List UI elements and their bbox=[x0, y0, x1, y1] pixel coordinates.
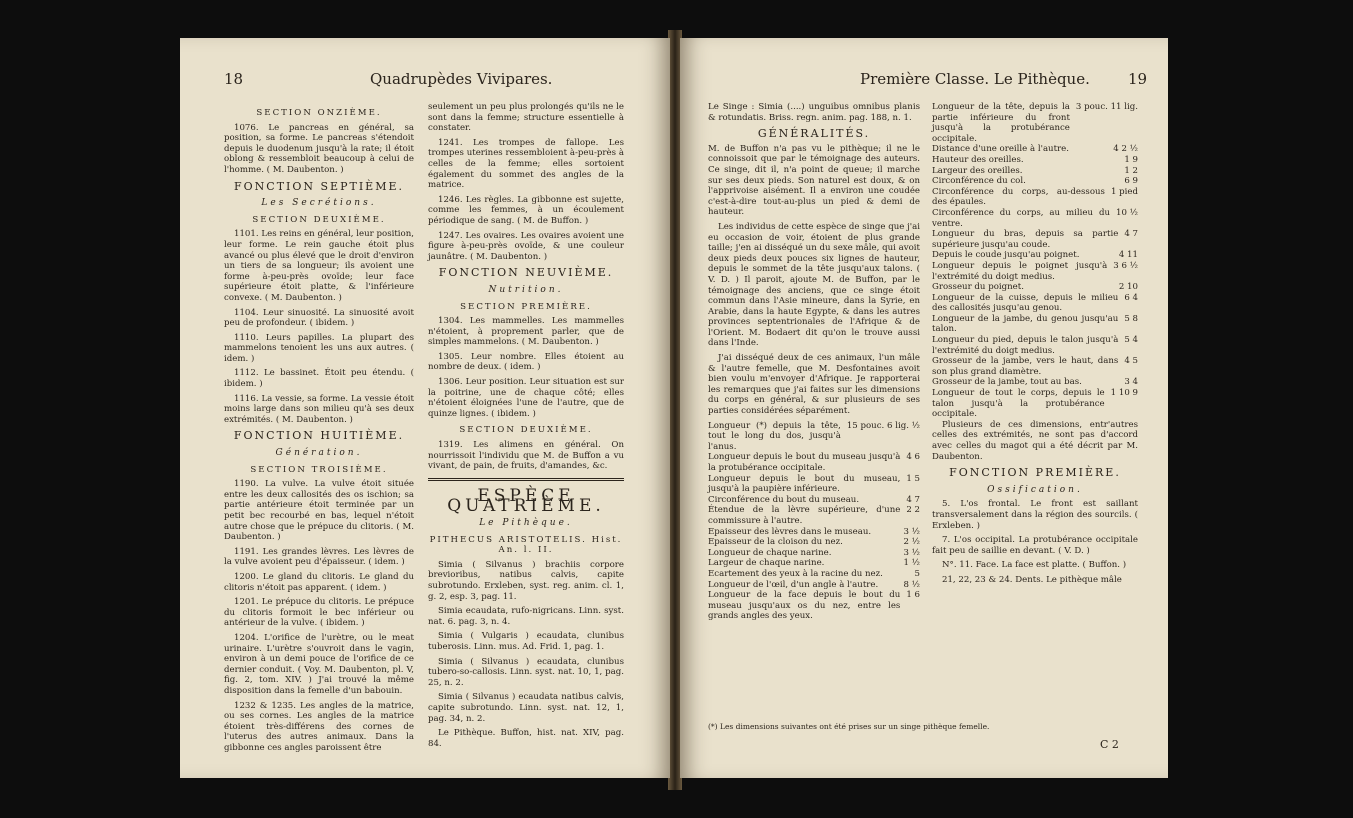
measurement-label: Distance d'une oreille à l'autre. bbox=[932, 144, 1069, 155]
measurement-value: 1 6 bbox=[906, 590, 920, 601]
measurement-label: Longueur depuis le bout du museau jusqu'à la protubérance occipitale. bbox=[708, 452, 901, 473]
measurement-label: Circonférence du corps, au-dessous des épaules. bbox=[932, 186, 1105, 208]
measurement-value: 3 6 ½ bbox=[1113, 260, 1138, 271]
paragraph: 1304. Les mammelles. Les mammelles n'étoient, à proprement parler, que de simples mammelons. ( M. Daubenton. ) bbox=[428, 316, 624, 348]
measurement-row bbox=[708, 421, 920, 453]
measurement-row bbox=[708, 558, 920, 569]
measurement-value: 1 2 bbox=[1124, 165, 1138, 176]
measurement-value: 2 10 bbox=[1118, 282, 1138, 293]
measurement-label: Longueur de chaque narine. bbox=[708, 547, 832, 558]
paragraph: 1200. Le gland du clitoris. Le gland du clitoris n'étoit pas apparent. ( idem. ) bbox=[224, 571, 414, 593]
measurement-label: Depuis le coude jusqu'au poignet. bbox=[932, 250, 1080, 261]
measurement-row bbox=[932, 335, 1138, 356]
subheading: Génération. bbox=[275, 448, 363, 459]
right-column-1 bbox=[708, 102, 920, 622]
paragraph: 1232 & 1235. Les angles de la matrice, ou ses cornes. Les angles de la matrice étoient très-différens des cornes de l'uterus des autres animaux. Dans la gibbonne ces angles paroissent être bbox=[224, 700, 414, 753]
measurement-label: Epaisseur des lèvres dans le museau. bbox=[708, 526, 872, 537]
paragraph: J'ai disséqué deux de ces animaux, l'un mâle & l'autre femelle, que M. Desfontaines avoit bien voulu m'envoyer d'Afrique. Je rapporterai les remarques que j'ai faites sur les dimensions du corps en général, & sur plusieurs de ses parties considérées séparément. bbox=[708, 353, 920, 417]
right-page bbox=[680, 38, 1168, 778]
measurement-row bbox=[932, 282, 1138, 293]
measurement-row bbox=[932, 229, 1138, 250]
measurement-value: 1 10 9 bbox=[1110, 388, 1138, 399]
paragraph: 1204. L'orifice de l'urètre, ou le meat urinaire. L'urètre s'ouvroit dans le vagin, environ à un demi pouce de l'orifice de ce dernier conduit. ( Voy. M. Daubenton, pl. V, fig. 2, tom. XIV. ) J'ai trouvé la même disposition dans la femelle d'un babouin. bbox=[224, 632, 414, 696]
measurement-value: 4 7 bbox=[906, 494, 920, 505]
left-page-number: 18 bbox=[224, 70, 244, 88]
section-heading: SECTION TROISIÈME. bbox=[250, 464, 388, 475]
paragraph: Le Pithèque. Buffon, hist. nat. XIV, pag. 84. bbox=[428, 728, 624, 749]
measurement-row bbox=[932, 144, 1138, 155]
measurement-label: Grosseur du poignet. bbox=[932, 282, 1024, 293]
paragraph: 1112. Le bassinet. Étoit peu étendu. ( ibidem. ) bbox=[224, 368, 414, 390]
measurement-value: 1 ½ bbox=[903, 558, 920, 569]
paragraph: 1101. Les reins en général, leur position, leur forme. Le rein gauche étoit plus avancé ou plus élevé que le droit d'environ un tiers de sa longueur; ils avoient une forme à-peu-près ovoïde; leur face supérieure étoit platte, & l'inférieure convexe. ( M. Daubenton. ) bbox=[224, 229, 414, 303]
left-running-head: Quadrupèdes Vivipares. bbox=[370, 70, 553, 88]
measurement-label: Grosseur de la jambe, vers le haut, dans son plus grand diamètre. bbox=[932, 356, 1119, 377]
measurement-value: 3 pouc. 11 lig. bbox=[1075, 102, 1138, 112]
paragraph: N°. 11. Face. La face est platte. ( Buffon. ) bbox=[942, 560, 1127, 571]
paragraph: 1201. Le prépuce du clitoris. Le prépuce du clitoris formoit le bec inférieur ou antérieur de la vulve. ( ibidem. ) bbox=[224, 597, 414, 629]
paragraph: 1241. Les trompes de fallope. Les trompes uterines ressembloient à-peu-près à celles de la femme; elles sortoient également du sommet des angles de la matrice. bbox=[428, 137, 624, 191]
measurement-row bbox=[708, 590, 920, 622]
measurement-value: 6 9 bbox=[1124, 176, 1138, 187]
section-heading: SECTION ONZIÈME. bbox=[256, 108, 382, 118]
measurement-value: 5 8 bbox=[1124, 313, 1138, 324]
measurement-row bbox=[708, 537, 920, 548]
measurement-label: Longueur depuis le poignet jusqu'à l'extrémité du doigt medius. bbox=[932, 260, 1108, 282]
measurement-value: 3 ½ bbox=[903, 547, 920, 558]
measurement-label: Ecartement des yeux à la racine du nez. bbox=[708, 568, 883, 579]
measurement-label: Circonférence du bout du museau. bbox=[708, 494, 860, 505]
measurement-label: Longueur de la cuisse, depuis le milieu des callosités jusqu'au genou. bbox=[932, 292, 1119, 314]
section-heading: SECTION DEUXIÈME. bbox=[252, 214, 386, 225]
section-rule bbox=[428, 478, 624, 481]
species-heading: ESPÈCE QUATRIÈME. bbox=[447, 485, 605, 517]
measurement-row bbox=[932, 250, 1138, 261]
paragraph: 1076. Le pancreas en général, sa position, sa forme. Le pancreas s'étendoit depuis le duodenum jusqu'à la rate; il étoit oblong & ressembloit beaucoup à celui de l'homme. ( M. Daubenton. ) bbox=[224, 122, 414, 175]
paragraph: 1104. Leur sinuosité. La sinuosité avoit peu de profondeur. ( ibidem. ) bbox=[224, 307, 414, 329]
measurement-label: Longueur du bras, depuis sa partie supérieure jusqu'au coude. bbox=[932, 229, 1119, 250]
function-heading: FONCTION SEPTIÈME. bbox=[234, 179, 404, 193]
left-column-2 bbox=[428, 102, 624, 753]
left-column-1 bbox=[224, 102, 414, 757]
measurement-label: Largeur de chaque narine. bbox=[708, 558, 825, 569]
measurement-row bbox=[932, 377, 1138, 388]
measurement-value: 5 bbox=[914, 568, 920, 579]
signature-mark: C 2 bbox=[1100, 738, 1119, 751]
paragraph: 1246. Les règles. La gibbonne est sujette, comme les femmes, à un écoulement périodique de sang. ( M. de Buffon. ) bbox=[428, 194, 624, 226]
measurement-label: Epaisseur de la cloison du nez. bbox=[708, 537, 843, 548]
paragraph: Simia ( Silvanus ) brachiis corpore brevioribus, natibus calvis, capite subrotundo. Erxleben, syst. reg. anim. cl. 1, g. 2, esp. 3, pag. 11. bbox=[428, 559, 624, 602]
measurement-row bbox=[932, 293, 1138, 314]
right-column-2 bbox=[932, 102, 1138, 590]
measurement-label: Circonférence du corps, au milieu du ventre. bbox=[932, 207, 1110, 229]
function-heading: FONCTION NEUVIÈME. bbox=[438, 266, 614, 280]
measurement-value: 2 ½ bbox=[903, 537, 920, 548]
measurement-value: 2 2 bbox=[906, 505, 920, 516]
measurement-row bbox=[932, 261, 1138, 282]
measurement-row bbox=[932, 155, 1138, 166]
paragraph: 1191. Les grandes lèvres. Les lèvres de la vulve avoient peu d'épaisseur. ( idem. ) bbox=[224, 546, 414, 568]
measurement-value: 1 pied bbox=[1110, 186, 1138, 197]
paragraph: M. de Buffon n'a pas vu le pithèque; il ne le connoissoit que par le témoignage des auteurs. Ce singe, dit il, n'a point de queue; il marche sur ses deux pieds. Son naturel est doux, & on l'apprivoise aisément. Il a environ une coudée c'est-à-dire tout-au-plus un pied & demi de hauteur. bbox=[708, 143, 920, 218]
paragraph: Simia ( Silvanus ) ecaudata natibus calvis, capite subrotundo. Linn. syst. nat. 12, 1, pag. 34, n. 2. bbox=[428, 692, 624, 724]
measurement-label: Circonférence du col. bbox=[932, 176, 1026, 187]
measurement-value: 5 4 bbox=[1124, 335, 1138, 346]
measurement-row bbox=[932, 102, 1138, 144]
measurement-label: Longueur de l'œil, d'un angle à l'autre. bbox=[708, 579, 879, 590]
measurement-value: 4 7 bbox=[1124, 229, 1138, 240]
measurement-row bbox=[932, 208, 1138, 229]
measurement-row bbox=[708, 495, 920, 506]
paragraph: 1247. Les ovaires. Les ovaires avoient une figure à-peu-près ovoïde, & une couleur jaunâtre. ( M. Daubenton. ) bbox=[428, 230, 624, 262]
measurement-value: 1 9 bbox=[1124, 154, 1138, 165]
paragraph: 21, 22, 23 & 24. Dents. Le pithèque mâle bbox=[942, 574, 1122, 585]
measurement-label: Étendue de la lèvre supérieure, d'une commissure à l'autre. bbox=[708, 505, 901, 526]
measurement-value: 10 ½ bbox=[1116, 207, 1138, 218]
measurement-value: 8 ½ bbox=[903, 579, 920, 590]
measurement-label: Longueur de la jambe, du genou jusqu'au talon. bbox=[932, 313, 1119, 335]
measurement-label: Longueur de la tête, depuis la partie inférieure du front jusqu'à la protubérance occipitale. bbox=[932, 102, 1070, 144]
paragraph: Simia ( Silvanus ) ecaudata, clunibus tubero-so-callosis. Linn. syst. nat. 10, 1, pag. 25, n. 2. bbox=[428, 656, 624, 688]
measurement-value: 1 5 bbox=[906, 473, 920, 484]
footnote: (*) Les dimensions suivantes ont été prises sur un singe pithèque femelle. bbox=[708, 722, 990, 731]
section-heading: PITHECUS ARISTOTELIS. Hist. An. l. II. bbox=[429, 534, 623, 556]
paragraph: 1306. Leur position. Leur situation est sur la poitrine, une de chaque côté; elles n'étoient éloignées l'une de l'autre, que de quinze lignes. ( ibidem. ) bbox=[428, 377, 624, 419]
measurement-row bbox=[708, 505, 920, 526]
measurement-value: 3 ½ bbox=[903, 526, 920, 537]
subheading: Ossification. bbox=[987, 484, 1083, 495]
measurement-value: 6 4 bbox=[1124, 292, 1138, 303]
measurement-row bbox=[932, 187, 1138, 208]
measurement-label: Longueur de la face depuis le bout du museau jusqu'aux os du nez, entre les grands angles des yeux. bbox=[708, 590, 901, 622]
measurement-row bbox=[708, 569, 920, 580]
function-heading: FONCTION HUITIÈME. bbox=[233, 429, 405, 443]
subheading: Les Secrétions. bbox=[261, 198, 377, 209]
measurement-row bbox=[708, 452, 920, 473]
paragraph: Simia ecaudata, rufo-nigricans. Linn. syst. nat. 6. pag. 3, n. 4. bbox=[428, 606, 624, 627]
measurement-label: Grosseur de la jambe, tout au bas. bbox=[932, 377, 1082, 388]
measurement-value: 4 5 bbox=[1124, 356, 1138, 367]
measurement-label: Hauteur des oreilles. bbox=[932, 154, 1024, 165]
measurement-value: 4 6 bbox=[906, 452, 920, 463]
paragraph: 7. L'os occipital. La protubérance occipitale fait peu de saillie en devant. ( V. D. ) bbox=[932, 535, 1138, 556]
paragraph: Plusieurs de ces dimensions, entr'autres celles des extrémités, ne sont pas d'accord avec celles du magot qui a été décrit par M. Daubenton. bbox=[932, 419, 1138, 462]
section-heading: SECTION PREMIÈRE. bbox=[460, 301, 592, 312]
measurement-label: Longueur (*) depuis la tête, tout le long du dos, jusqu'à l'anus. bbox=[708, 420, 841, 452]
paragraph: 5. L'os frontal. Le front est saillant transversalement dans la région des sourcils. ( Erxleben. ) bbox=[932, 499, 1138, 531]
function-heading: GÉNÉRALITÉS. bbox=[757, 127, 871, 141]
right-page-number: 19 bbox=[1128, 70, 1148, 88]
paragraph: Les individus de cette espèce de singe que j'ai eu occasion de voir, étoient de plus grande taille; j'en ai disséqué un du sexe mâle, qui avoit deux pieds deux pouces six lignes de hauteur, depuis le sommet de la tête jusqu'aux talons. ( V. D. ) Il paroit, ajoute M. de Buffon, par le témoignage des anciens, que ce singe étoit commun dans l'Asie mineure, dans la Syrie, en Arabie, dans la haute Egypte, & dans les autres provinces septentrionales de l'Afrique & de l'Orient. M. Bodaert dit qu'on le trouve aussi dans l'Inde. bbox=[708, 221, 920, 349]
subheading: Le Pithèque. bbox=[479, 518, 573, 528]
measurement-row bbox=[932, 356, 1138, 377]
paragraph: seulement un peu plus prolongés qu'ils ne le sont dans la femme; structure essentielle à constater. bbox=[428, 102, 624, 134]
paragraph: 1190. La vulve. La vulve étoit située entre les deux callosités des os ischion; sa partie antérieure étoit terminée par un petit bec recourbé en bas, lequel n'étoit autre chose que le prépuce du clitoris. ( M. Daubenton. ) bbox=[224, 479, 414, 543]
measurement-row bbox=[932, 166, 1138, 177]
measurement-row bbox=[708, 548, 920, 559]
measurement-value: 4 2 ½ bbox=[1113, 144, 1138, 155]
paragraph: 1116. La vessie, sa forme. La vessie étoit moins large dans son milieu qu'à ses deux extrémités. ( M. Daubenton. ) bbox=[224, 393, 414, 425]
function-heading: FONCTION PREMIÈRE. bbox=[949, 466, 1121, 480]
measurement-value: 3 4 bbox=[1124, 377, 1138, 388]
measurement-label: Largeur des oreilles. bbox=[932, 165, 1023, 176]
subheading: Nutrition. bbox=[488, 284, 564, 295]
section-heading: SECTION DEUXIÈME. bbox=[459, 425, 593, 436]
paragraph: 1305. Leur nombre. Elles étoient au nombre de deux. ( idem. ) bbox=[428, 351, 624, 373]
paragraph: 1110. Leurs papilles. La plupart des mammelons tenoient les uns aux autres. ( idem. ) bbox=[224, 332, 414, 364]
paragraph: Simia ( Vulgaris ) ecaudata, clunibus tuberosis. Linn. mus. Ad. Frid. 1, pag. 1. bbox=[428, 631, 624, 652]
measurement-row bbox=[708, 527, 920, 538]
measurement-label: Longueur depuis le bout du museau, jusqu'à la paupière inférieure. bbox=[708, 473, 901, 495]
measurement-label: Longueur du pied, depuis le talon jusqu'à l'extrémité du doigt medius. bbox=[932, 335, 1119, 356]
measurement-row bbox=[708, 474, 920, 495]
measurement-value: 15 pouc. 6 lig. ½ bbox=[846, 420, 920, 431]
left-page bbox=[180, 38, 670, 778]
measurement-row bbox=[708, 580, 920, 591]
measurement-row bbox=[932, 314, 1138, 335]
measurement-label: Longueur de tout le corps, depuis le talon jusqu'à la protubérance occipitale. bbox=[932, 388, 1105, 420]
right-running-head: Première Classe. Le Pithèque. bbox=[860, 70, 1090, 88]
paragraph: Le Singe : Simia (....) unguibus omnibus planis & rotundatis. Briss. regn. anim. pag. 188, n. 1. bbox=[708, 102, 920, 123]
measurement-row bbox=[932, 388, 1138, 420]
measurement-row bbox=[932, 176, 1138, 187]
paragraph: 1319. Les alimens en général. On nourrissoit l'individu que M. de Buffon a vu vivant, de pain, de fruits, d'amandes, &c. bbox=[428, 440, 624, 472]
measurement-value: 4 11 bbox=[1118, 250, 1138, 261]
